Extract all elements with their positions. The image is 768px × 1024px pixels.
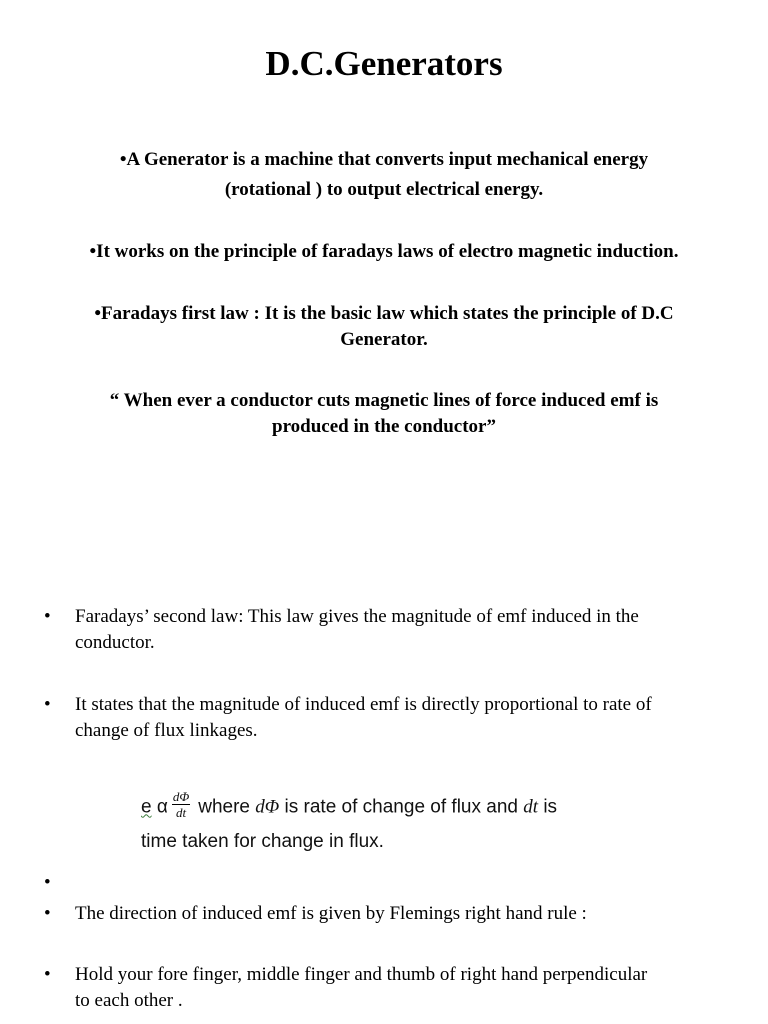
- generator-definition-line1: •A Generator is a machine that converts input mechanical energy: [119, 149, 649, 170]
- principle-paragraph: •It works on the principle of faradays laws of electro magnetic induction.: [89, 241, 679, 262]
- first-law-line2: Generator.: [340, 329, 428, 350]
- page-title: D.C.Generators: [265, 44, 503, 83]
- fleming-rule-bullet: The direction of induced emf is given by Flemings right hand rule :: [75, 903, 587, 924]
- generator-definition: [40, 145, 728, 205]
- hand-rule-line1: Hold your fore finger, middle finger and thumb of right hand perpendicular: [75, 964, 648, 985]
- formula-e: e: [141, 796, 152, 818]
- formula-dphi: dΦ: [255, 796, 280, 818]
- second-law-line2: conductor.: [75, 632, 155, 653]
- hand-rule-line2: to each other .: [75, 990, 183, 1011]
- formula-where: where: [198, 796, 250, 818]
- magnitude-line1: It states that the magnitude of induced emf is directly proportional to rate of: [75, 694, 652, 715]
- first-law-quote-line2: produced in the conductor”: [272, 416, 496, 437]
- bullet-marker: •: [44, 606, 51, 627]
- formula-is-rate: is rate of change of flux and: [284, 796, 518, 818]
- first-law-paragraph: [40, 301, 728, 353]
- second-law-line1: Faradays’ second law: This law gives the magnitude of emf induced in the: [75, 606, 639, 627]
- first-law-quote-line1: “ When ever a conductor cuts magnetic lines of force induced emf is: [109, 390, 659, 411]
- formula-dt: dt: [523, 796, 539, 818]
- magnitude-bullet: [75, 692, 735, 744]
- bullet-marker: •: [44, 903, 51, 924]
- formula-is: is: [543, 796, 558, 818]
- second-law-bullet: [75, 604, 735, 656]
- bullet-marker: •: [44, 872, 51, 893]
- formula-line1: [141, 789, 558, 823]
- magnitude-line2: change of flux linkages.: [75, 720, 258, 741]
- fraction-denominator: dt: [175, 805, 187, 820]
- bullet-marker: •: [44, 694, 51, 715]
- generator-definition-line2: (rotational ) to output electrical energy.: [224, 179, 544, 200]
- hand-rule-bullet: [75, 962, 735, 1014]
- formula-line2: time taken for change in flux.: [141, 831, 384, 852]
- first-law-line1: •Faradays first law : It is the basic law which states the principle of D.C: [94, 303, 674, 324]
- bullet-marker: •: [44, 964, 51, 985]
- formula-fraction: [172, 789, 190, 820]
- fraction-numerator: dΦ: [172, 789, 190, 804]
- formula-alpha: α: [156, 796, 168, 818]
- first-law-quote: [40, 388, 728, 440]
